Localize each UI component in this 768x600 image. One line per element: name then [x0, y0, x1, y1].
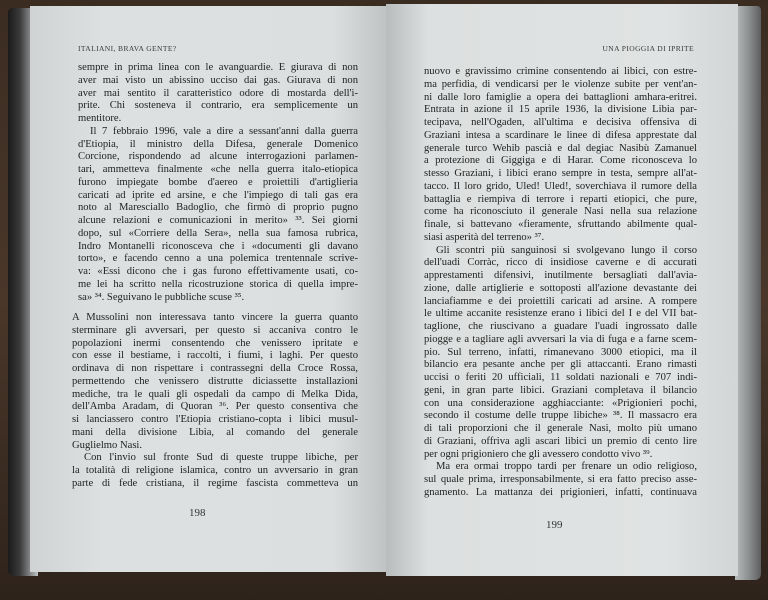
right-page [386, 4, 738, 576]
text-line: con esse il bestiame, i raccolti, i fiumi, i laghi. Per questo [72, 350, 358, 362]
text-line: d'Etiopia, il ministro della Difesa, generale Domenico [78, 138, 358, 150]
text-line: aver mai sentito il caratteristico odore di mostarda dell'i- [78, 87, 358, 99]
text-line: alcune relazioni e comunicazioni in merito» ³³. Sei giorni [78, 215, 358, 226]
text-line: torto», e facendo cenno a una polemica trentennale scrive- [78, 253, 358, 265]
text-line: si lanciassero contro l'Etiopia cristiano-copta i libici musul- [72, 414, 358, 425]
text-line: dopo, sul «Corriere della Sera», nella sua famosa rubrica, [78, 227, 358, 239]
text-line: siasi asperità del terreno» ³⁷. [424, 231, 545, 243]
text-line: prite. Chi sosteneva il contrario, era semplicemente un [78, 100, 358, 112]
text-line: bilancio era pesante anche per gli attaccanti. Erano rimasti [424, 359, 697, 371]
right-text-section [424, 66, 697, 500]
text-line: Graziani intesa a scardinare le linee di difesa apprestate dal [424, 129, 697, 141]
text-line: ni dalle loro famiglie a opera dei battaglioni amhara-eritrei. [424, 91, 697, 103]
text-line: uccisi o feriti 20 ufficiali, 11 soldati nazionali e 707 indi- [424, 372, 697, 383]
running-head-right: UNA PIOGGIA DI IPRITE [602, 44, 694, 53]
text-line: Corcione, rispondendo ad alcune interrogazioni parlamen- [78, 151, 358, 163]
text-line: generale turco Wehib pascià e dal degiac Nasibù Zamanuel [424, 142, 697, 154]
text-line: sa» ³⁴. Seguivano le pubbliche scuse ³⁵. [78, 291, 245, 303]
text-line: come ha riconosciuto il generale Nasi nella sua relazione [424, 206, 697, 218]
text-line: va: «Essi dicono che i gas furono effettivamente usati, co- [78, 266, 358, 277]
text-line: finale, si battevano «fieramente, sfruttando abilmente qual- [424, 219, 697, 230]
text-line: pio. Sul terreno, infatti, rimanevano 3000 etiopici, ma il [424, 346, 697, 358]
text-line: gnamento. La mattanza dei prigionieri, infatti, continuava [424, 486, 697, 498]
text-line: parte di fede cristiana, il regime fascista commetteva un [72, 477, 358, 489]
page-number-left: 198 [189, 507, 206, 519]
text-line: sterminare gli avversari, per questo si accaniva contro le [72, 324, 358, 336]
text-line: Ma era ormai troppo tardi per frenare un odio religioso, [436, 461, 697, 473]
text-line: zione, dalle artiglierie e sottoposti all'azione devastante dei [424, 282, 697, 294]
text-line: le ultime accanite resistenze erano i libici del I e del VII bat- [424, 308, 697, 320]
text-line: dell'Amba Aradam, di Quoran ³⁶. Per questo consentiva che [72, 401, 358, 413]
text-line: battaglia e riempiva di terrore i reparti etiopici, che pure, [424, 193, 697, 205]
text-line: dell'uadi Corràc, ricco di insidiose caverne e di accurati [424, 257, 697, 269]
text-line: piogge e a tagliare agli avversari la via di fuga e a farne scem- [424, 333, 697, 345]
text-line: stesso Graziani, i libici erano sempre in testa, sempre all'at- [424, 168, 697, 179]
paragraph [72, 451, 358, 489]
text-line: ma perfidia, di vendicarsi per le violenze subite per vent'an- [424, 78, 697, 90]
text-line: Indro Montanelli riconosceva che i «documenti gli davano [78, 240, 358, 252]
text-line: di Graziani, offriva agli ascari libici un premio di cento lire [424, 435, 697, 447]
text-line: me lei ha scritto nella ricostruzione storica di quella impre- [78, 278, 358, 290]
text-line: tecipava, nell'Ogaden, all'ultima e decisiva offensiva di [424, 117, 697, 128]
text-line: furono impiegate bombe d'aereo e proiettili d'artiglieria [78, 176, 358, 188]
left-text-section-1 [78, 62, 358, 304]
text-line: di tali proporzioni che il generale Nasi, molto più umano [424, 423, 697, 434]
paragraph [424, 461, 697, 499]
running-head-left: ITALIANI, BRAVA GENTE? [78, 44, 177, 53]
text-line: sempre in prima linea con le avanguardie. E giurava di non [78, 62, 358, 73]
text-line: lanciafiamme e dei proiettili caricati ad arsine. A rompere [424, 295, 697, 307]
text-line: aver mai visto un abissino ucciso dai gas. Giurava di non [78, 74, 358, 86]
text-line: ordinava di non rispettare i contrassegni della Croce Rossa, [72, 363, 358, 374]
text-line: noto al Maresciallo Badoglio, che firmò di proprio pugno [78, 202, 358, 214]
paragraph [424, 245, 697, 462]
text-line: tacco. Il loro grido, Uled! Uled!, soverchiava il rumore della [424, 180, 697, 192]
text-line: Il 7 febbraio 1996, vale a dire a sessant'anni dalla guerra [90, 125, 358, 137]
paragraph [78, 62, 358, 126]
text-line: geni, in gran parte libici. Graziani completava il bilancio [424, 384, 697, 396]
page-stack-right-edge [735, 6, 761, 580]
text-line: la totalità di religione islamica, contro un avversario in gran [72, 465, 358, 476]
text-line: mediche, tra le quali gli ospedali da campo di Melka Dida, [72, 388, 358, 400]
text-line: Guglielmo Nasi. [72, 439, 143, 451]
page-number-right: 199 [546, 519, 563, 531]
text-line: popolazioni inermi consentendo che venissero ipritate e [72, 337, 358, 349]
text-line: con una considerazione agghiacciante: «Prigionieri pochi, [424, 397, 697, 409]
text-line: mentitore. [78, 113, 122, 124]
left-text-section-2 [72, 311, 358, 490]
paragraph [424, 66, 697, 245]
text-line: permettendo che venissero distrutte diciassette installazioni [72, 375, 358, 387]
text-line: mani della divisione Libia, al comando del generale [72, 426, 358, 438]
text-line: caricati ad iprite ed arsine, e che l'impiego di tali gas era [78, 189, 358, 201]
text-line: per ogni prigioniero che gli avessero condotto vivo ³⁹. [424, 448, 653, 460]
text-line: Gli scontri più sanguinosi si svolgevano lungo il corso [436, 244, 697, 256]
paragraph [78, 126, 358, 305]
text-line: a protezione di Giggiga e di Harar. Come riconosceva lo [424, 155, 697, 167]
text-line: secondo il costume delle truppe libiche» ³⁸. Il massacro era [424, 410, 697, 422]
text-line: A Mussolini non interessava tanto vincere la guerra quanto [72, 312, 358, 323]
paragraph [72, 311, 358, 451]
text-line: nuovo e gravissimo crimine consentendo ai libici, con estre- [424, 66, 697, 77]
text-line: sul quale prima, irresponsabilmente, si era fatto preciso asse- [424, 474, 697, 485]
left-page [30, 6, 386, 572]
text-line: apprestamenti difensivi, inutilmente bersagliati dall'avia- [424, 270, 697, 281]
text-line: Con l'invio sul fronte Sud di queste truppe libiche, per [84, 452, 358, 464]
text-line: taglione, che riuscivano a guadare l'uadi ingrossato dalle [424, 321, 697, 332]
text-line: Entrata in azione il 15 aprile 1936, la divisione Libia par- [424, 104, 697, 116]
text-line: tari, ammetteva finalmente «che nella guerra italo-etiopica [78, 164, 358, 175]
